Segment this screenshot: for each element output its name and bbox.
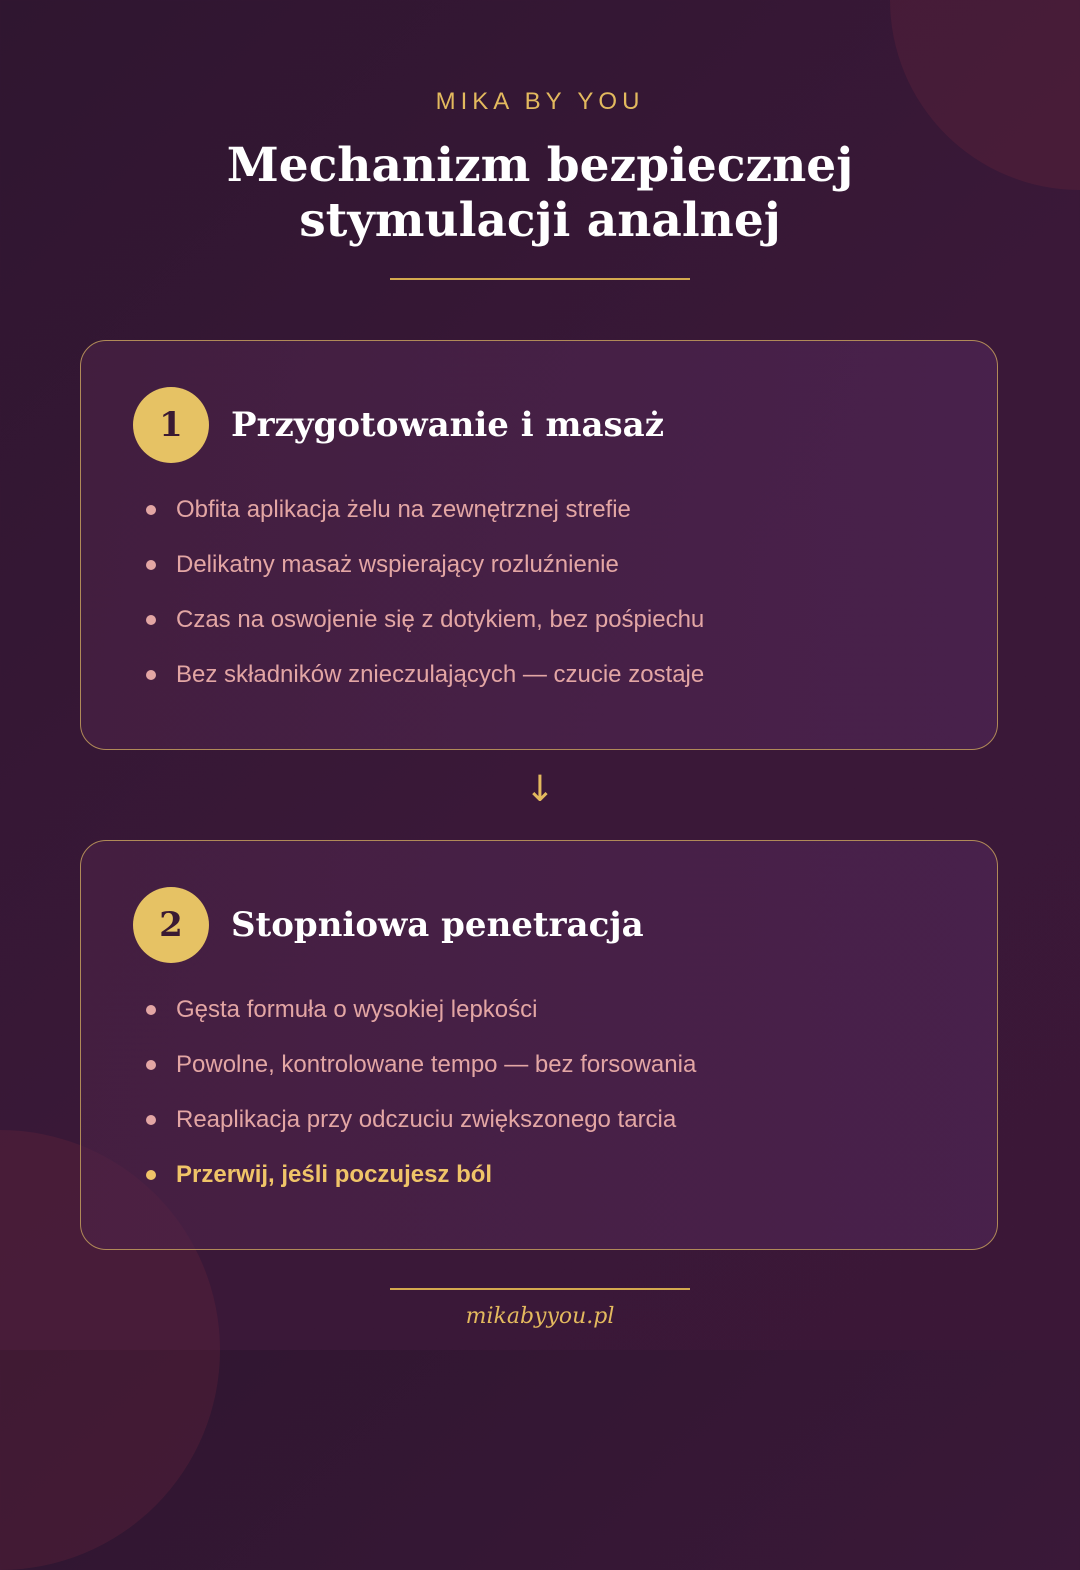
- bullet-text: Czas na oswojenie się z dotykiem, bez pośpiechu: [176, 606, 705, 633]
- step-title: Stopniowa penetracja: [231, 905, 644, 945]
- bullet-dot-icon: [146, 560, 156, 570]
- step-card-2: [80, 840, 998, 1250]
- bullet-item: [143, 490, 704, 545]
- bullet-dot-icon: [146, 670, 156, 680]
- bullet-dot-icon: [146, 615, 156, 625]
- page-title-line-2: stymulacji analnej: [299, 193, 781, 248]
- bullet-dot-icon: [146, 1170, 156, 1180]
- bullet-text: Przerwij, jeśli poczujesz ból: [176, 1161, 493, 1188]
- step-title: Przygotowanie i masaż: [231, 405, 665, 445]
- arrow-down-icon: ↓: [524, 769, 556, 810]
- bullet-item: [143, 1100, 696, 1155]
- bullet-text: Gęsta formuła o wysokiej lepkości: [176, 996, 538, 1023]
- bullet-text: Delikatny masaż wspierający rozluźnienie: [176, 551, 619, 578]
- bullet-text: Powolne, kontrolowane tempo — bez forsowania: [176, 1051, 697, 1078]
- title-divider: [390, 278, 690, 280]
- step-card-1: [80, 340, 998, 750]
- bullet-text: Reaplikacja przy odczuciu zwiększonego tarcia: [176, 1106, 677, 1133]
- page-title-line-1: Mechanizm bezpiecznej: [226, 138, 854, 193]
- step-number-badge: 1: [133, 387, 209, 463]
- bullet-item: [143, 545, 704, 600]
- warning-bullet-item: [143, 1155, 696, 1210]
- bullet-item: [143, 1045, 696, 1100]
- footer-divider: [390, 1288, 690, 1290]
- bullet-item: [143, 655, 704, 710]
- footer-website: mikabyyou.pl: [465, 1304, 615, 1329]
- bullet-item: [143, 990, 696, 1045]
- bullet-text: Bez składników znieczulających — czucie zostaje: [176, 661, 705, 688]
- step-number-badge: 2: [133, 887, 209, 963]
- bullet-dot-icon: [146, 505, 156, 515]
- step-bullet-list: [143, 490, 704, 710]
- page-title: [0, 138, 1080, 248]
- brand-name: MIKA BY YOU: [435, 88, 645, 115]
- bullet-dot-icon: [146, 1060, 156, 1070]
- step-bullet-list: [143, 990, 696, 1210]
- bullet-dot-icon: [146, 1115, 156, 1125]
- bullet-text: Obfita aplikacja żelu na zewnętrznej strefie: [176, 496, 631, 523]
- bullet-dot-icon: [146, 1005, 156, 1015]
- bullet-item: [143, 600, 704, 655]
